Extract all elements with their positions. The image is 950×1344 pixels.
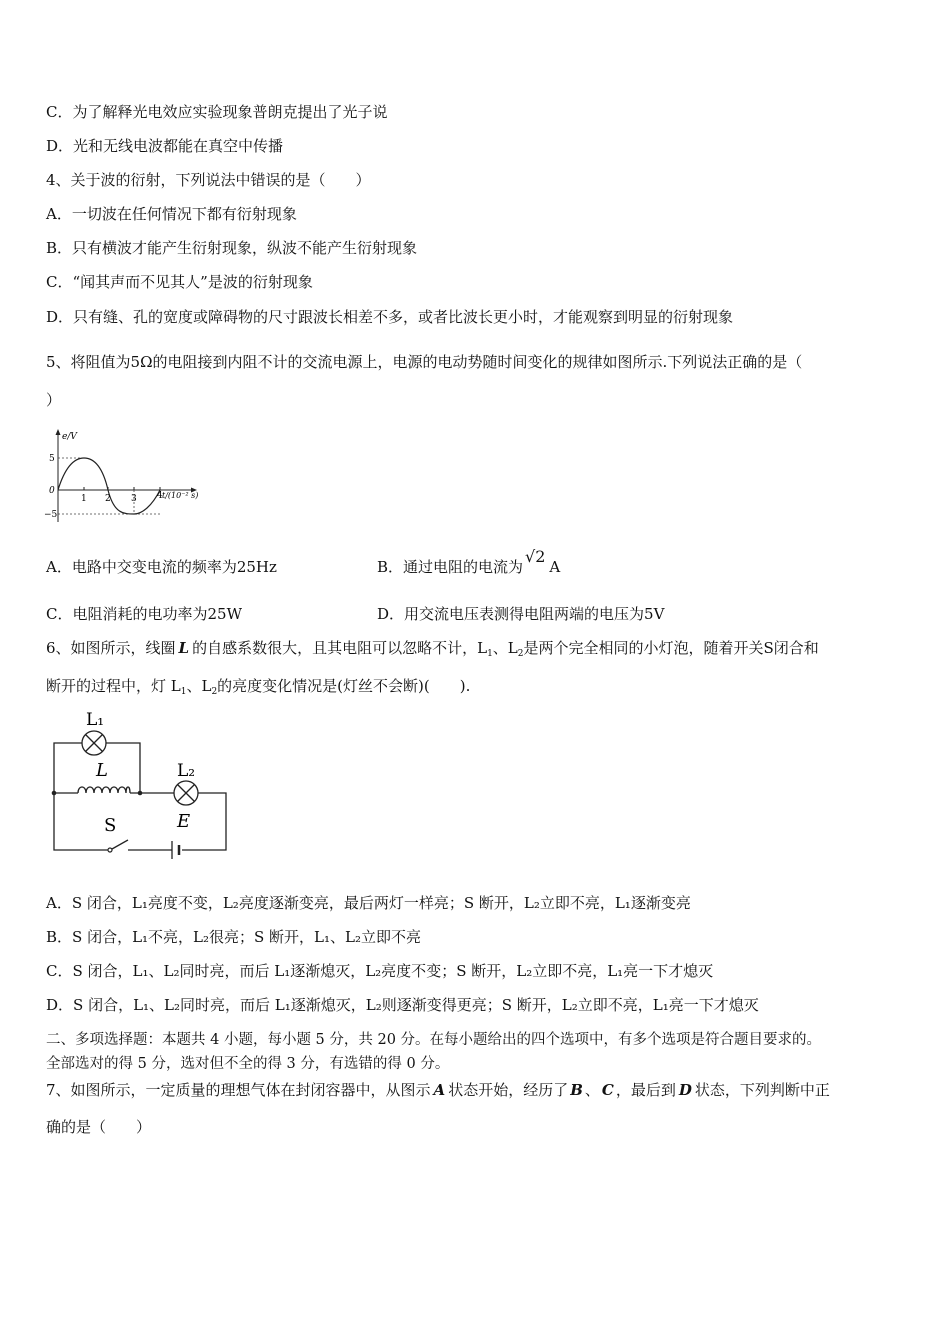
q4-option-a: A．一切波在任何情况下都有衍射现象 (46, 205, 297, 223)
q4-option-d: D．只有缝、孔的宽度或障碍物的尺寸跟波长相差不多，或者比波长更小时，才能观察到明显的衍射现象 (46, 308, 734, 326)
q6-stem-inductor: L (178, 639, 190, 657)
lamp-l2-label: L₂ (177, 761, 196, 781)
junction-dot (138, 791, 143, 796)
q6-stem-line1 (46, 638, 819, 664)
wire (54, 793, 110, 850)
q6-stem-text: 的亮度变化情况是(灯丝不会断)( ). (217, 677, 471, 695)
q7-state-c: C (601, 1081, 614, 1099)
q7-stem-text: ，最后到 (615, 1081, 676, 1099)
emf-curve (58, 458, 160, 514)
section2-heading-line1: 二、多项选择题：本题共 4 小题，每小题 5 分，共 20 分。在每小题给出的四个选项中，有多个选项是符合题目要求的。 (46, 1032, 822, 1048)
q5-stem-line1: 5、将阻值为5Ω的电阻接到内阻不计的交流电源上，电源的电动势随时间变化的规律如图所示.下列说法正确的是（ (46, 353, 803, 371)
q5-option-b (377, 547, 561, 577)
q6-stem-text: 、L (492, 639, 518, 657)
lamp-l2 (174, 781, 198, 805)
q4-option-c: C．“闻其声而不见其人”是波的衍射现象 (46, 273, 313, 291)
sqrt-two: √2 (525, 547, 546, 566)
q6-option-b: B．S 闭合，L₁不亮，L₂很亮；S 断开，L₁、L₂立即不亮 (46, 928, 422, 946)
q6-stem-text: 的自感系数很大，且其电阻可以忽略不计，L (192, 639, 488, 657)
q6-stem-text: 断开的过程中，灯 L (46, 677, 181, 695)
y-tick-label: −5 (44, 510, 58, 520)
q7-stem-text: 状态，下列判断中正 (694, 1081, 830, 1099)
lamp-l1-label: L₁ (86, 710, 105, 730)
q5-option-d: D．用交流电压表测得电阻两端的电压为5V (377, 605, 665, 623)
y-axis-arrow (56, 429, 61, 435)
q6-stem-sub: 2 (517, 649, 524, 659)
q5-emf-graph (42, 426, 212, 526)
switch-contact (108, 848, 112, 852)
q4-option-b: B．只有横波才能产生衍射现象，纵波不能产生衍射现象 (46, 239, 418, 257)
y-tick-label: 5 (49, 454, 55, 464)
q6-stem-text: 6、如图所示，线圈 (46, 639, 176, 657)
q4-stem: 4、关于波的衍射，下列说法中错误的是（ ） (46, 171, 371, 189)
q6-option-c: C．S 闭合，L₁、L₂同时亮，而后 L₁逐渐熄灭，L₂亮度不变；S 断开，L₂立即不亮，L₁亮一下才熄灭 (46, 962, 714, 980)
q5-stem-line2: ） (46, 391, 62, 409)
x-tick-label: 1 (81, 494, 87, 504)
q7-stem-text: 7、如图所示，一定质量的理想气体在封闭容器中，从图示 (46, 1081, 431, 1099)
q7-stem-line1 (46, 1080, 830, 1100)
q3-option-c: C．为了解释光电效应实验现象普朗克提出了光子说 (46, 103, 388, 121)
q5-option-a: A．电路中交变电流的频率为25Hz (46, 558, 277, 576)
q6-stem-text: 是两个完全相同的小灯泡，随着开关S闭合和 (523, 639, 819, 657)
switch-label: S (104, 815, 117, 836)
q7-stem-text: 状态开始，经历了 (448, 1081, 569, 1099)
q6-option-d: D．S 闭合，L₁、L₂同时亮，而后 L₁逐渐熄灭，L₂则逐渐变得更亮；S 断开，L₂立即不亮，L₁亮一下才熄灭 (46, 996, 759, 1014)
q5-option-b-unit: A (549, 558, 561, 576)
section2-heading-line2: 全部选对的得 5 分，选对但不全的得 3 分，有选错的得 0 分。 (46, 1056, 450, 1072)
q6-stem-sub: 2 (211, 687, 218, 697)
q3-option-d: D．光和无线电波都能在真空中传播 (46, 137, 284, 155)
q7-state-b: B (570, 1081, 583, 1099)
q5-option-c: C．电阻消耗的电功率为25W (46, 605, 242, 623)
q7-state-a: A (433, 1081, 446, 1099)
inductor-label: L (96, 760, 108, 781)
x-tick-label: 2 (105, 494, 111, 504)
x-axis-label: t/(10⁻² s) (162, 491, 199, 500)
q6-option-a: A．S 闭合，L₁亮度不变，L₂亮度逐渐变亮，最后两灯一样亮；S 断开，L₂立即不亮，L₁逐渐变亮 (46, 894, 691, 912)
switch-lever (112, 840, 128, 849)
q7-stem-line2: 确的是（ ） (46, 1118, 152, 1136)
q6-stem-text: 、L (186, 677, 212, 695)
junction-dot (52, 791, 57, 796)
q6-circuit-diagram (44, 703, 244, 863)
inductor-coil (78, 787, 130, 793)
q6-stem-sub: 1 (487, 649, 493, 659)
x-tick-label: 4 (157, 491, 163, 501)
y-axis-label: e/V (62, 432, 77, 442)
q6-stem-line2 (46, 676, 470, 702)
lamp-l1 (82, 731, 106, 755)
q7-stem-text: 、 (584, 1081, 600, 1099)
wire (106, 743, 140, 793)
q6-stem-sub: 1 (180, 687, 187, 697)
x-tick-label: 3 (131, 494, 137, 504)
y-tick-label: 0 (49, 486, 55, 496)
battery-label: E (177, 811, 191, 832)
q7-state-d: D (678, 1081, 692, 1099)
q5-option-b-text: B．通过电阻的电流为 (377, 558, 524, 576)
wire (54, 743, 82, 793)
